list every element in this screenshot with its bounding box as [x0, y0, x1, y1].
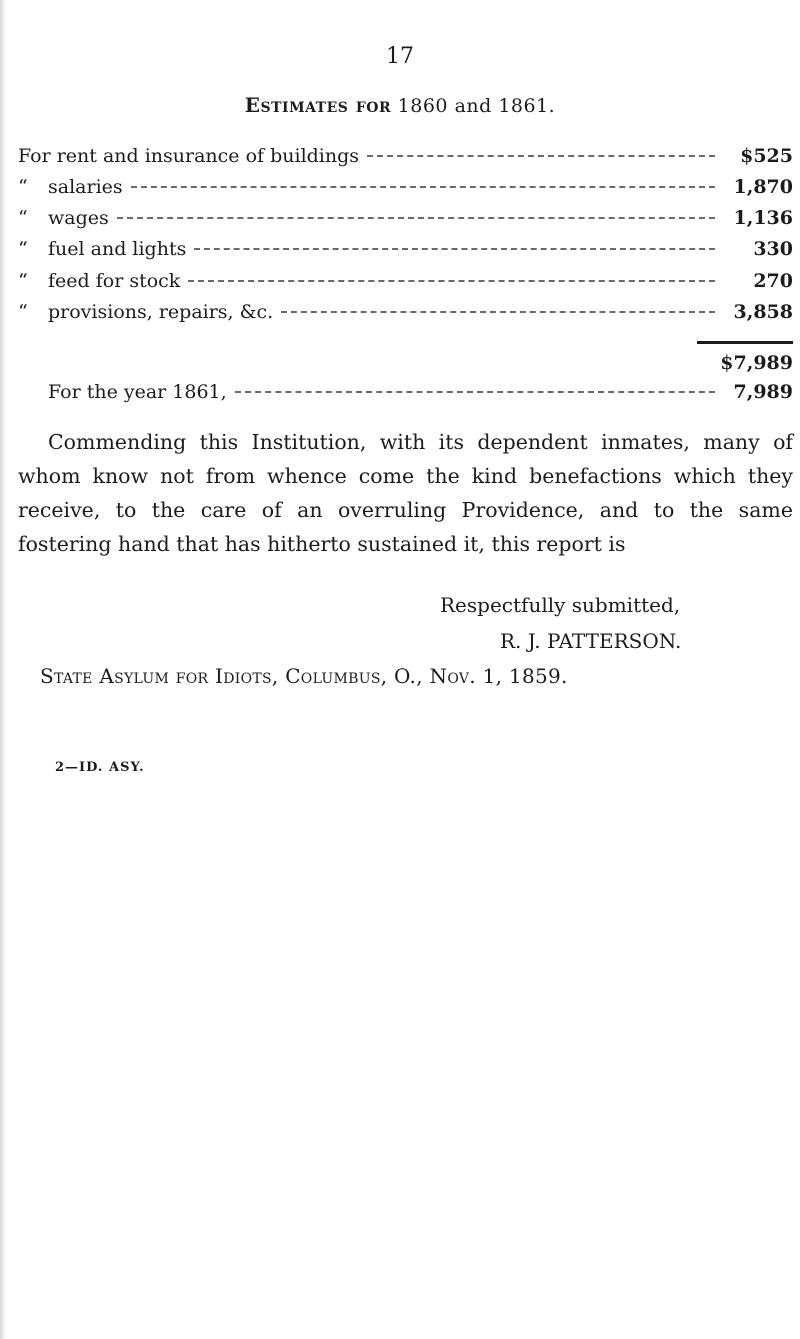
estimate-total: $7,989 — [720, 352, 793, 374]
total-rule — [697, 341, 793, 344]
page-number: 17 — [386, 44, 414, 69]
estimate-label: provisions, repairs, &c. — [48, 301, 274, 323]
ditto-mark: “ — [18, 238, 28, 260]
estimate-amount: 3,858 — [733, 301, 793, 323]
estimate-label: For rent and insurance of buildings — [18, 145, 360, 167]
dotted-leader — [117, 217, 715, 219]
estimate-label: fuel and lights — [48, 238, 187, 260]
place-text: State Asylum for Idiots, Columbus, O., Nov. 1, 1859. — [40, 664, 568, 688]
dotted-leader — [194, 248, 715, 250]
place-and-date — [40, 664, 568, 688]
estimate-row — [18, 301, 793, 331]
title-years: 1860 and 1861. — [397, 95, 556, 117]
estimate-row — [18, 238, 793, 268]
estimate-amount: 1,870 — [733, 176, 793, 198]
estimate-amount: 330 — [753, 238, 793, 260]
paragraph-text: Commending this Institution, with its dependent inmates, many of whom know not from whence come the kind benefactions which they receive, to the care of an overruling Providence, and to the same fostering hand that has hitherto sustained it, this report is — [18, 430, 793, 556]
year-1861-row — [18, 381, 793, 411]
dotted-leader — [235, 391, 715, 393]
estimate-row — [18, 270, 793, 300]
dotted-leader — [281, 311, 715, 313]
estimate-row — [18, 176, 793, 206]
signature — [500, 629, 681, 653]
page-title — [0, 93, 800, 117]
commendation-paragraph — [18, 425, 793, 561]
estimate-amount: 270 — [753, 270, 793, 292]
estimate-label: salaries — [48, 176, 123, 198]
title-prefix: Estimates for — [244, 93, 392, 117]
dotted-leader — [131, 186, 715, 188]
estimate-label: feed for stock — [48, 270, 181, 292]
estimate-amount: 1,136 — [733, 207, 793, 229]
year-1861-amount: 7,989 — [733, 381, 793, 403]
signer-name: R. J. PATTERSON. — [500, 629, 682, 653]
ditto-mark: “ — [18, 270, 28, 292]
estimate-row — [18, 145, 793, 175]
estimate-label: wages — [48, 207, 109, 229]
ditto-mark: “ — [18, 207, 28, 229]
signature-mark: 2—ID. ASY. — [55, 760, 145, 775]
dotted-leader — [367, 155, 715, 157]
ditto-mark: “ — [18, 301, 28, 323]
estimate-row — [18, 207, 793, 237]
ditto-mark: “ — [18, 176, 28, 198]
closing-line: Respectfully submitted, — [440, 593, 681, 617]
page-edge-shadow — [0, 0, 6, 1339]
estimate-amount: $525 — [740, 145, 793, 167]
dotted-leader — [188, 280, 715, 282]
year-1861-label: For the year 1861, — [48, 381, 227, 403]
